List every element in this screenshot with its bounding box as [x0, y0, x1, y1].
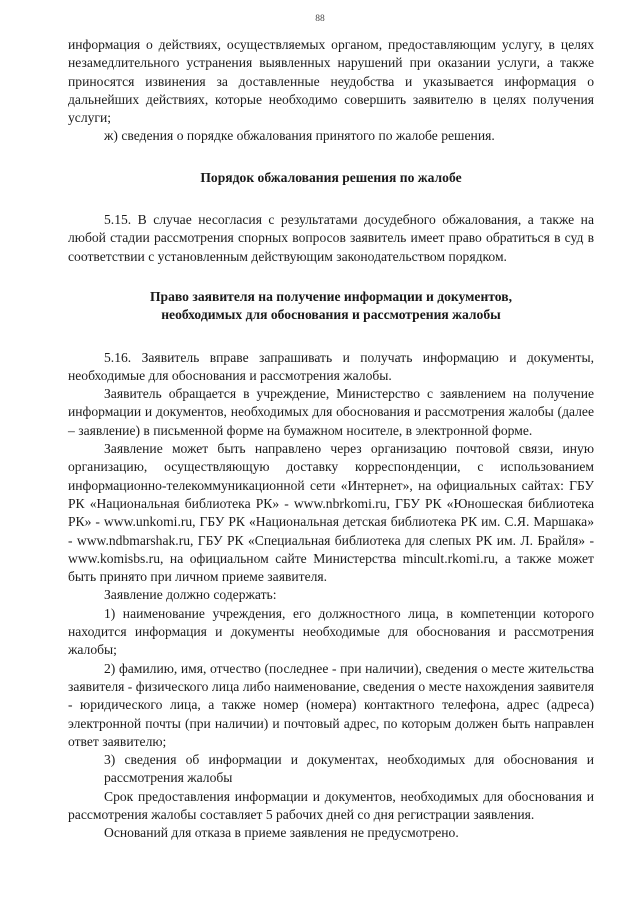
paragraph-item-zh: ж) сведения о порядке обжалования принятого по жалобе решения. — [104, 128, 495, 144]
paragraph-must-contain: Заявление должно содержать: — [104, 587, 277, 603]
paragraph-submission-channels: Заявление может быть направлено через организацию почтовой связи, иную организацию, осуществляющую доставку корреспонденции, с использованием информационно-телекоммуникационной сети «Интернет», на официальных сайтах: ГБУ РК «Национальная библиотека РК» - www.nbrkomi.ru, ГБУ РК «Юношеская библиотека РК» - www.unkomi.ru, ГБУ РК «Национальная детская библиотека РК им. С.Я. Маршака» - www.ndbmarshak.ru, ГБУ РК «Специальная библиотека для слепых РК им. Л. Брайля» - www.komisbs.ru, на официальном сайте Министерства mincult.rkomi.ru, а также может быть принято при личном приеме заявителя. — [68, 441, 594, 585]
paragraph-term: Срок предоставления информации и документов, необходимых для обоснования и рассмотрения жалобы составляет 5 рабочих дней со дня регистрации заявления. — [68, 788, 594, 822]
paragraph-how-to-apply: Заявитель обращается в учреждение, Министерство с заявлением на получение информации и документов, необходимых для обоснования и рассмотрения жалобы (далее – заявление) в письменной форме на бумажном носителе, в электронной форме. — [68, 386, 594, 438]
heading-applicant-rights — [68, 288, 594, 325]
list-item-3: 3) сведения об информации и документах, необходимых для обоснования и рассмотрения жалобы — [104, 752, 594, 786]
paragraph-5-16: 5.16. Заявитель вправе запрашивать и получать информацию и документы, необходимые для обоснования и рассмотрения жалобы. — [68, 349, 594, 383]
list-item-1: 1) наименование учреждения, его должностного лица, в компетенции которого находится информация и документы необходимые для обоснования и рассмотрения жалобы; — [68, 605, 594, 658]
paragraph-action-info: информация о действиях, осуществляемых органом, предоставляющим услугу, в целях незамедлительного устранения выявленных нарушений при оказании услуги, а также приносятся извинения за доставленные неудобства и указывается информация о дальнейших действиях, которые необходимо совершить заявителю в целях получения услуги; — [68, 37, 594, 126]
heading-applicant-rights-line-1: Право заявителя на получение информации и документов, — [149, 288, 512, 304]
paragraph-5-15: 5.15. В случае несогласия с результатами досудебного обжалования, а также на любой стадии рассмотрения спорных вопросов заявитель имеет право обратиться в суд в соответствии с установленным действующим законодательством порядком. — [68, 212, 594, 264]
page-number: 88 — [315, 14, 325, 24]
paragraph-no-refusal: Оснований для отказа в приеме заявления не предусмотрено. — [104, 825, 459, 841]
document-body — [68, 36, 594, 843]
heading-applicant-rights-line-2: необходимых для обоснования и рассмотрения жалобы — [161, 307, 501, 323]
list-item-2: 2) фамилию, имя, отчество (последнее - при наличии), сведения о месте жительства заявителя - физического лица либо наименование, сведения о месте нахождения заявителя - юридического лица, а также номер (номера) контактного телефона, адрес (адреса) электронной почты (при наличии) и почтовый адрес, по которым должен быть направлен ответ заявителю; — [68, 660, 594, 749]
heading-appeal-procedure: Порядок обжалования решения по жалобе — [200, 169, 462, 185]
